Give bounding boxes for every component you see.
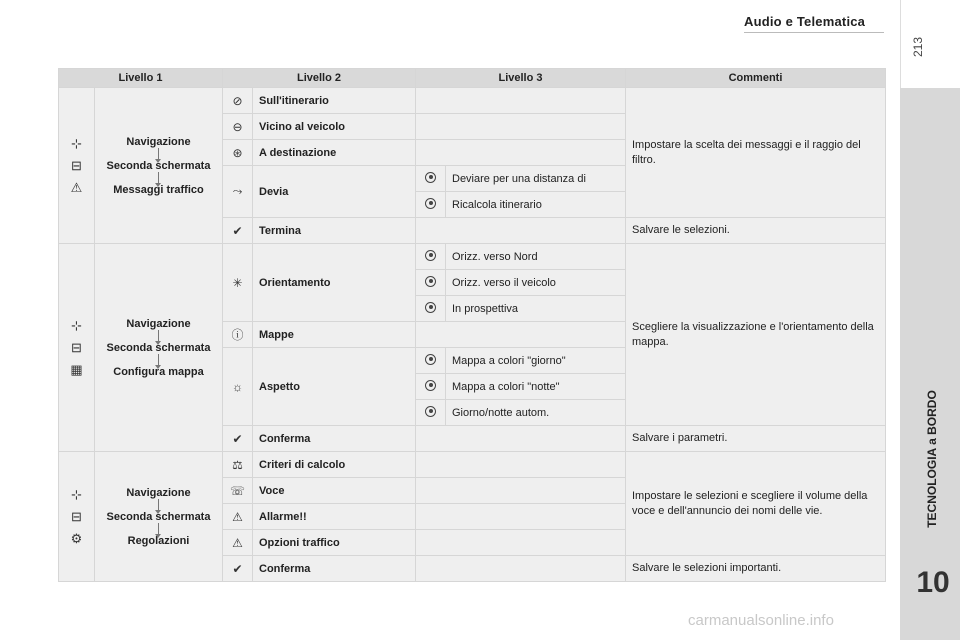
watermark-text: carmanualsonline.info [688,612,834,629]
header-rule [744,32,884,33]
orientation-icon: ✳ [232,275,243,290]
radio-icon [425,354,436,365]
menu-table [58,68,886,582]
maps-icon: ⓘ [231,328,244,342]
level1-path: Navigazione Seconda schermata Configura mappa [95,244,223,452]
chapter-number: 10 [916,566,950,599]
level3-item: Ricalcola itinerario [446,192,626,218]
traffic-options-icon: ⚠ [232,535,243,550]
level2-item: Criteri di calcolo [253,452,416,478]
radio-icon [425,172,436,183]
level3-item: Orizz. verso Nord [446,244,626,270]
navigation-icon: ⊹ [71,135,82,151]
level2-item: Sull'itinerario [253,88,416,114]
check-icon: ✔ [232,431,243,446]
page-number: 213 [911,36,925,57]
comment-text: Impostare le selezioni e scegliere il volume della voce e dell'annuncio dei nomi delle vie. [626,452,886,556]
level1-path: Navigazione Seconda schermata Regolazioni [95,452,223,582]
destination-icon: ⊛ [232,145,243,160]
vehicle-icon: ⊖ [232,119,243,134]
table-header-row [59,69,886,88]
radio-icon [425,380,436,391]
level2-item: Aspetto [253,348,416,426]
confirm-label: Conferma [253,426,416,452]
calc-criteria-icon: ⚖ [232,457,243,472]
navigation-icon: ⊹ [71,486,82,502]
level3-item: Mappa a colori "notte" [446,374,626,400]
second-screen-icon: ⊟ [71,157,82,173]
comment-text: Scegliere la visualizzazione e l'orientamento della mappa. [626,244,886,426]
appearance-icon: ☼ [232,379,243,394]
detour-icon: ⤳ [232,184,243,198]
level1-icons [59,244,95,452]
alarm-icon: ⚠ [232,509,243,524]
settings-icon: ⚙ [70,530,83,546]
header-level-3: Livello 3 [416,69,626,88]
check-icon: ✔ [232,223,243,238]
level2-item: A destinazione [253,140,416,166]
confirm-label: Termina [253,218,416,244]
voice-icon: ☏ [229,483,245,498]
header-level-1: Livello 1 [59,69,223,88]
level3-item: Mappa a colori "giorno" [446,348,626,374]
level2-item: Allarme!! [253,504,416,530]
confirm-comment: Salvare i parametri. [626,426,886,452]
level3-item: Giorno/notte autom. [446,400,626,426]
level1-path: Navigazione Seconda schermata Messaggi traffico [95,88,223,244]
level2-item: Orientamento [253,244,416,322]
radio-icon [425,406,436,417]
section-traffic-messages [59,88,886,244]
level2-item: Vicino al veicolo [253,114,416,140]
radio-icon [425,250,436,261]
level3-item: In prospettiva [446,296,626,322]
level2-item: Mappe [253,322,416,348]
header-comments: Commenti [626,69,886,88]
radio-icon [425,302,436,313]
section-side-label: TECNOLOGIA a BORDO [925,390,939,528]
route-icon: ⊘ [232,93,243,108]
map-config-icon: ▦ [70,361,83,377]
level3-item: Orizz. verso il veicolo [446,270,626,296]
confirm-comment: Salvare le selezioni importanti. [626,556,886,582]
traffic-icon: ⚠ [70,179,83,195]
second-screen-icon: ⊟ [71,339,82,355]
page-tab-top [900,0,960,88]
page-header-title: Audio e Telematica [744,14,866,29]
section-settings [59,452,886,582]
radio-icon [425,198,436,209]
confirm-comment: Salvare le selezioni. [626,218,886,244]
level2-item: Opzioni traffico [253,530,416,556]
check-icon: ✔ [232,561,243,576]
level2-item: Devia [253,166,416,218]
level2-item: Voce [253,478,416,504]
level1-icons [59,452,95,582]
comment-text: Impostare la scelta dei messaggi e il raggio del filtro. [626,88,886,218]
chapter-tab [900,88,960,640]
second-screen-icon: ⊟ [71,508,82,524]
confirm-label: Conferma [253,556,416,582]
level3-item: Deviare per una distanza di [446,166,626,192]
radio-icon [425,276,436,287]
level1-icons [59,88,95,244]
section-map-config [59,244,886,452]
header-level-2: Livello 2 [223,69,416,88]
navigation-icon: ⊹ [71,317,82,333]
